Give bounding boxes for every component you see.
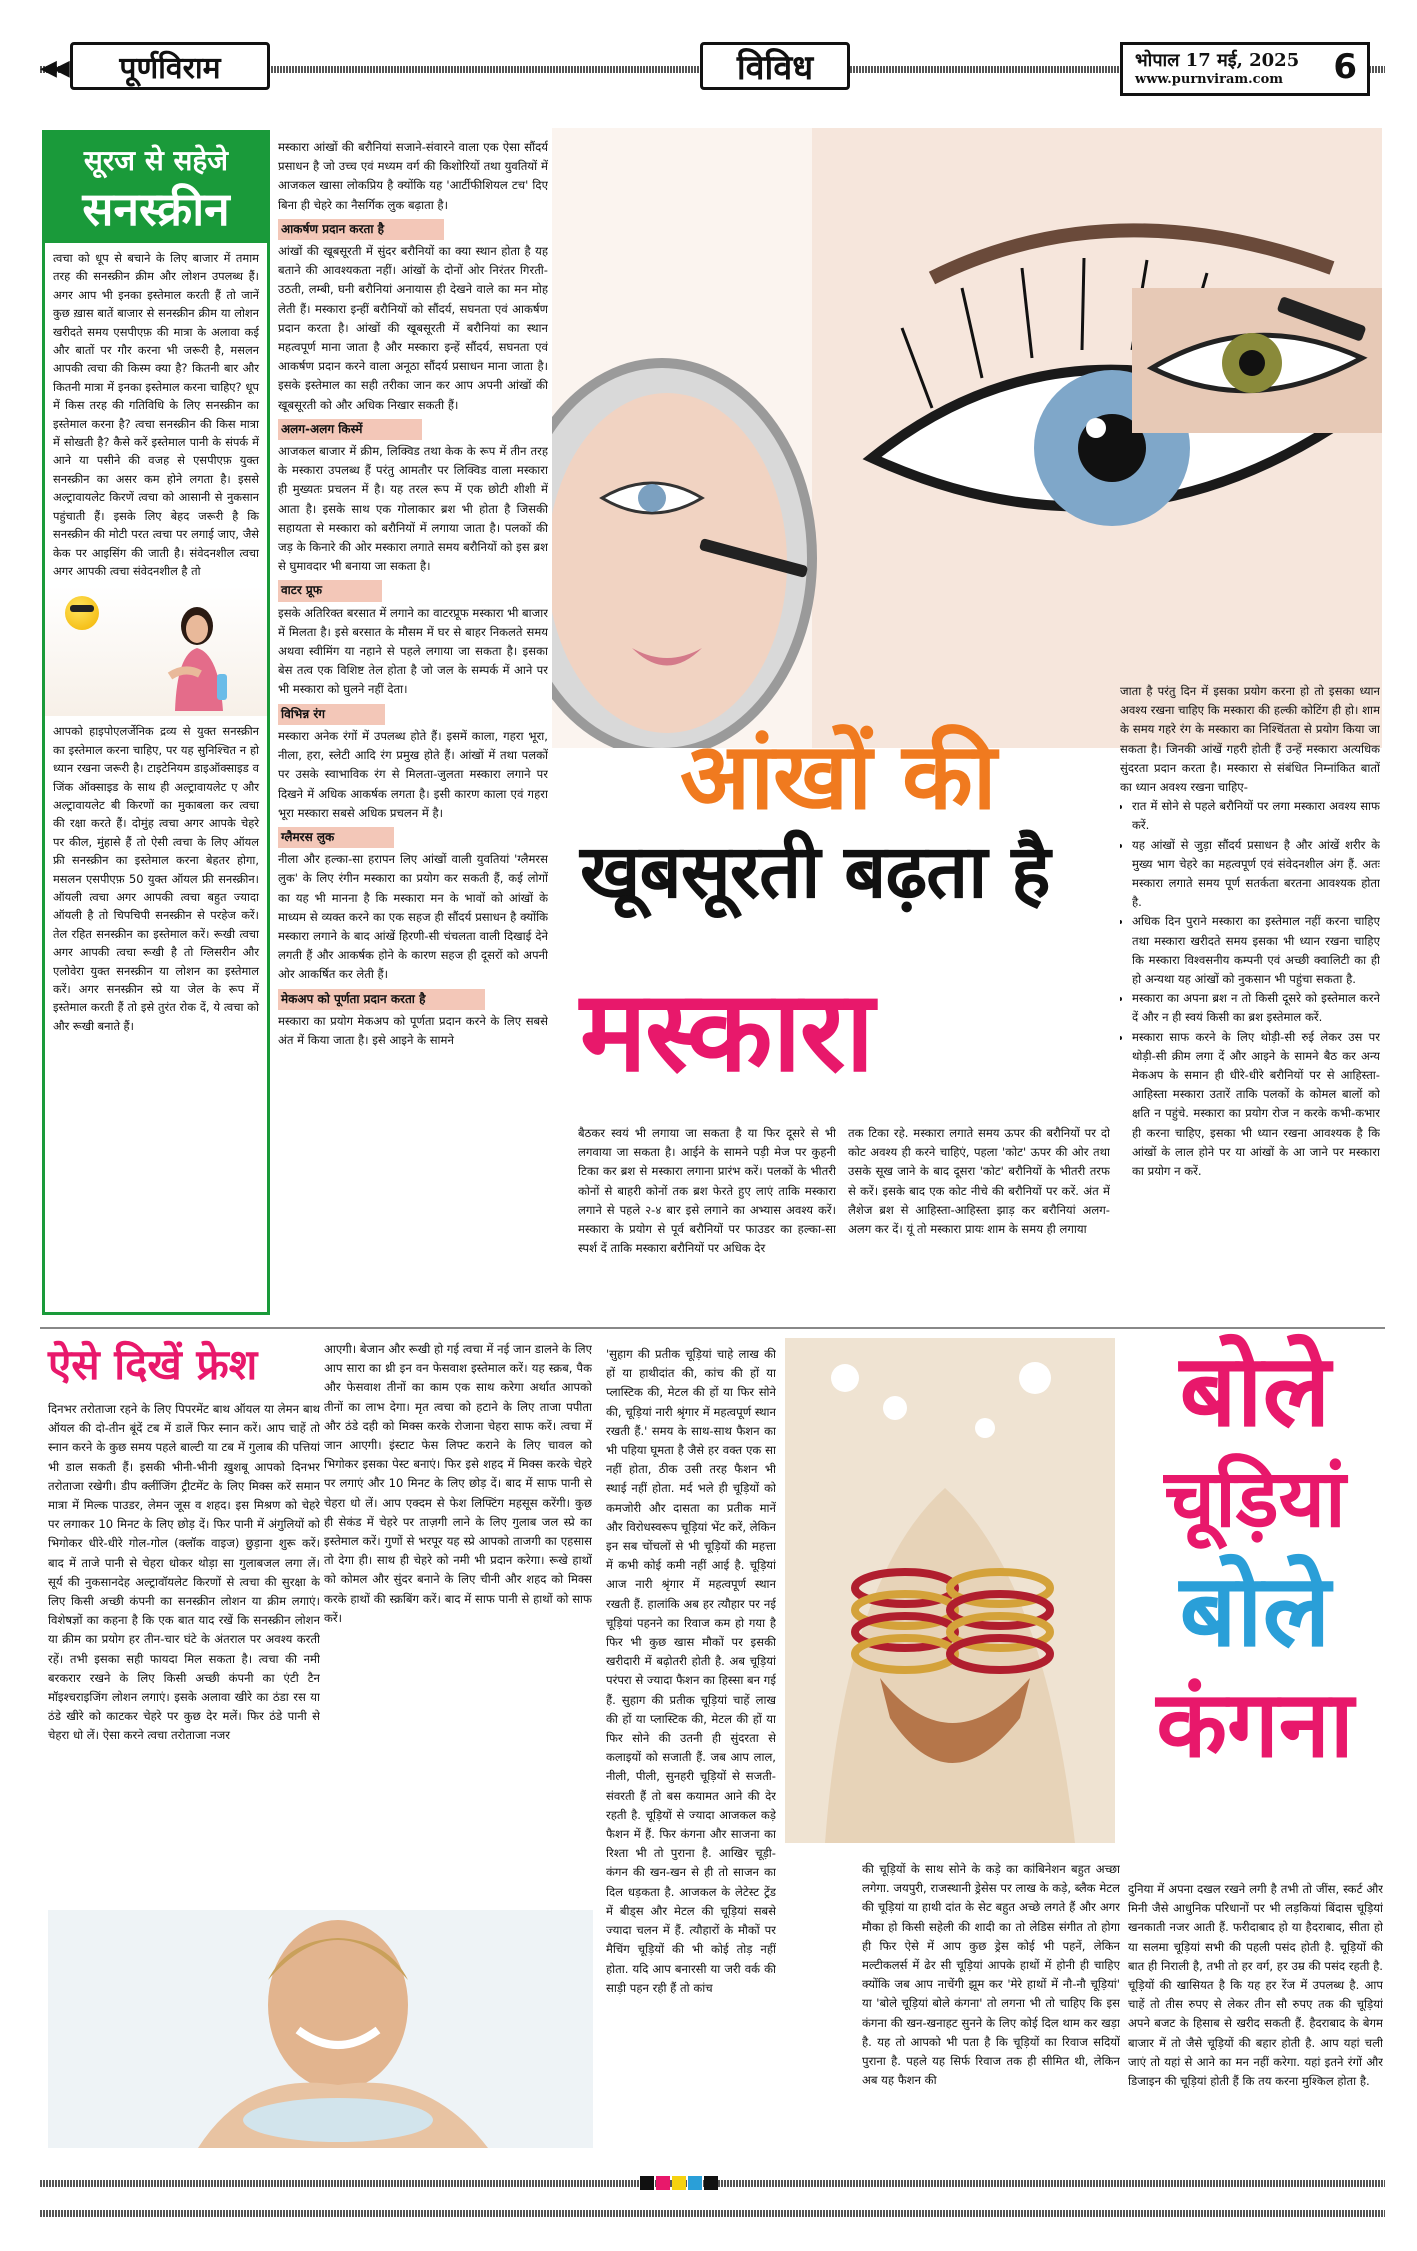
mascara-column-right (1120, 682, 1380, 1322)
bangles-column-1: 'सुहाग की प्रतीक चूड़ियां चाहे लाख की हों या हाथीदांत की, कांच की हों या प्लास्टिक की, मेटल की हों या फिर सोने की, चूड़ियां नारी श्रृंगार में महत्वपूर्ण स्थान रखती हैं.' समय के साथ-साथ फैशन का भी पहिया घूमता है जैसे हर वक्त एक सा नहीं होता, ठीक उसी तरह फैशन भी स्थाई नहीं होता. मर्द भले ही चूड़ियों को कमजोरी और दासता का प्रतीक मानें और विरोधस्वरूप चूड़ियां भेंट करें, लेकिन इन सब चोंचलों से भी चूड़ियों की महत्ता में कभी कोई कमी नहीं आई है. चूड़ियां आज नारी श्रृंगार में महत्वपूर्ण स्थान रखती हैं. हालांकि अब हर त्यौहार पर नई चूड़ियां पहनने का रिवाज कम हो गया है फिर भी कुछ खास मौकों पर इसकी खरीदारी में बढ़ोतरी होती है. अब चूड़ियां परंपरा से ज्यादा फैशन का हिस्सा बन गई हैं. सुहाग की प्रतीक चूड़ियां चाहें लाख की हों या प्लास्टिक की, मेटल की हों या फिर सोने की उतनी ही सुंदरता से कलाइयों को सजाती हैं. जब आप लाल, नीली, पीली, सुनहरी चूड़ियों से सजती-संवरती हैं तो बस कयामत आने की देर रहती है. चूड़ियों से ज्यादा आजकल कड़े फैशन में हैं. फिर कंगना और साजना का रिश्ता भी तो पुराना है. आखिर चूड़ी-कंगन की खन-खन से ही तो साजन का दिल धड़कता है. आजकल के लेटेस्ट ट्रेंड में बीड्स और मेटल की चूड़ियां सबसे ज्यादा चलन में हैं. त्यौहारों के मौकों पर मैचिंग चूड़ियों की भी कोई तोड़ नहीं होता. यदि आप बनारसी या जरी वर्क की साड़ी पहन रही हैं तो कांच (606, 1347, 776, 1995)
sunscreen-body-1: त्वचा को धूप से बचाने के लिए बाजार में तमाम तरह की सनस्क्रीन क्रीम और लोशन उपलब्ध हैं। अगर आप भी इनका इस्तेमाल करती हैं तो जानें कुछ ख़ास बातें बाजार से सनस्क्रीन क्रीम या लोशन खरीदते समय एसपीएफ़ की मात्रा के अलावा कई और बातों पर गौर करना भी जरूरी है, मसलन आपकी त्वचा की किस्म क्या है? कितनी बार और कितनी मात्रा में इनका इस्तेमाल करना चाहिए? धूप में किस तरह की गतिविधि के लिए सनस्क्रीन का इस्तेमाल करना है? त्वचा सनस्क्रीन की किस मात्रा में सोखती है? कैसे करें इस्तेमाल पानी के संपर्क में आने या पसीने की वजह से एसपीएफ़ युक्त सनस्क्रीन का असर कम होने लगता है। इससे अल्ट्रावायलेट किरणें त्वचा को आसानी से नुकसान पहुंचाती हैं। इसके लिए बेहद जरूरी है कि सनस्क्रीन की मोटी परत त्वचा पर लगाई जाए, जैसे केक पर आइसिंग की जाती है। संवेदनशील त्वचा अगर आपकी त्वचा संवेदनशील है तो (53, 251, 259, 578)
brand-logo: पूर्णविराम (70, 42, 270, 90)
mascara-column-bottom-1: बैठकर स्वयं भी लगाया जा सकता है या फिर दूसरे से भी लगवाया जा सकता है। आईने के सामने पड़ी मेज पर कुहनी टिका कर ब्रश से मस्कारा लगाना प्रारंभ करें। पलकों के भीतरी कोनों से बाहरी कोनों तक ब्रश फेरते हुए लाएं ताकि मस्कारा लगाने से पहले २-४ बार इसे लगाने का अभ्यास अवश्य करें। मस्कारा के प्रयोग से पूर्व बरौनियों पर फाउडर का हल्का-सा स्पर्श दें ताकि मस्कारा बरौनियों पर अधिक देर (578, 1126, 836, 1256)
mascara-para-2: आजकल बाजार में क्रीम, लिक्विड तथा केक के रूप में तीन तरह के मस्कारा उपलब्ध हैं परंतु आमतौर पर लिक्विड वाला मस्कारा ही मुख्यतः प्रचलन में है। यह तरल रूप में एक छोटी शीशी में आता है। इसके साथ एक गोलाकार ब्रश भी होता है जिसकी सहायता से मस्कारा को बरौनियों में लगाया जाता है। पलकों की जड़ के किनारे की ओर मस्कारा लगाते समय बरौनियों को इस ब्रश से घुमावदार भी बनाया जा सकता है। (278, 444, 548, 574)
mascara-para-6: मस्कारा का प्रयोग मेकअप को पूर्णता प्रदान करने के लिए सबसे अंत में किया जाता है। इसे आइने के सामने (278, 1013, 548, 1047)
mascara-headline-2: खूबसूरती बढ़ता है (580, 829, 1050, 915)
fresh-column-2: आएगी। बेजान और रूखी हो गई त्वचा में नई जान डालने के लिए आप सारा का थ्री इन वन फेसवाश इस्तेमाल करें। यह स्क्रब, पैक और फेसवाश तीनों का काम एक साथ करेगा अर्थात आपको तीनों का लाभ देगा। मृत त्वचा को हटाने के लिए ताजा पपीता और ठंडे दही को मिक्स करके रोजाना चेहरा साफ करें। त्वचा में जान आएगी। इंस्टाट फेस लिफ्ट कराने के लिए चावल को भिगोकर इसका पेस्ट बनाएं। फिर इसे शहद में मिक्स करके चेहरे पर लगाएं और 10 मिनट के लिए छोड़ दें। बाद में साफ पानी से चेहरा धो लें। आप एक्दम से फेश लिफ्टिंग महसूस करेंगी। कुछ ही सेकंड में चेहरे पर ताज़गी लाने के लिए गुलाब जल स्प्रे का इस्तेमाल करें। गुणों से भरपूर यह स्प्रे आपको ताजगी का एहसास तो देगा ही। साथ ही चेहरे को नमी भी प्रदान करेगा। रूखे हाथों को कोमल और सुंदर बनाने के लिए चीनी और शहद को मिक्स करके हाथों की स्क्रबिंग करें। बाद में साफ पानी से हाथों को साफ करें। (324, 1342, 592, 1625)
mirror-face-image (552, 348, 832, 748)
color-registration-mark (656, 2176, 670, 2190)
date-text: भोपाल 17 मई, 2025 (1135, 50, 1300, 72)
bangles-headline-3: बोले (1179, 1551, 1331, 1669)
mascara-column-bottom-2: तक टिका रहे. मस्कारा लगाते समय ऊपर की बरौनियों पर दो कोट अवश्य ही करने चाहिएं, पहला 'कोट' ऊपर की ओर तथा उसके सूख जाने के बाद दूसरा 'कोट' बरौनियों के भीतरी तरफ से करें। इसके बाद एक कोट नीचे की बरौनियों पर करें. अंत में लैशेज ब्रश से आहिस्ता-आहिस्ता झाड़ कर बरौनियां अलग-अलग कर दें। यूं तो मस्कारा प्रायः शाम के समय ही लगाया (848, 1126, 1110, 1237)
mascara-para-4: मस्कारा अनेक रंगों में उपलब्ध होते हैं। इसमें काला, गहरा भूरा, नीला, हरा, स्लेटी आदि रंग प्रमुख होते हैं। आंखों में तथा पलकों पर उसके स्वाभाविक रंग से मिलता-जुलता मस्कारा लगाने पर दिखने में अधिक आकर्षक लगता है। इसी कारण काला एवं गहरा भूरा मस्कारा सबसे अधिक प्रचलन में है। (278, 728, 548, 820)
mascara-headline-1: आंखों की (680, 722, 996, 830)
mascara-para-3: इसके अतिरिक्त बरसात में लगाने का वाटरप्रूफ मस्कारा भी बाजार में मिलता है। इसे बरसात के मौसम में घर से बाहर निकलते समय अथवा स्वीमिंग या नहाने से पहले लगाया जा सकता है। इसका बेस तत्व एक विशिष्ट तेल होता है जो जल के सम्पर्क में आने पर भी मस्कारा को घुलने नहीं देता। (278, 605, 548, 697)
masthead (40, 42, 1385, 98)
mascara-tip: • यह आंखों से जुड़ा सौंदर्य प्रसाधन है और आंखें शरीर के मुख्य भाग चेहरे का महत्वपूर्ण एवं संवेदनशील अंग हैं. अतः मस्कारा लगाते समय पूर्ण सतर्कता बरतना आवश्यक होता है. (1132, 836, 1380, 913)
brand-arrows-icon: ◀◀ (40, 56, 66, 81)
sunscreen-sidebar (42, 130, 270, 1315)
mascara-subhead-3: वाटर प्रूफ (278, 580, 382, 601)
mascara-subhead-6: मेकअप को पूर्णता प्रदान करता है (278, 989, 485, 1010)
color-registration-mark (672, 2176, 686, 2190)
mascara-para-5: नीला और हल्का-सा हरापन लिए आंखों वाली युवतियां 'ग्लैमरस लुक' के लिए रंगीन मस्कारा का प्रयोग कर सकती हैं, कई लोगों का यह भी मानना है कि मस्कारा मन के भावों को आंखों के माध्यम से व्यक्त करने का एक सहज ही सौंदर्य प्रसाधन है क्योंकि मस्कारा लगाने के बाद आंखें हिरणी-सी चंचलता वाली दिखाई देने लगती हैं और आकर्षक होने के कारण सहज ही दूसरों को अपनी ओर आकर्षित कर लेती हैं। (278, 852, 548, 982)
mascara-right-intro: जाता है परंतु दिन में इसका प्रयोग करना हो तो इसका ध्यान अवश्य रखना चाहिए कि मस्कारा की हल्की कोटिंग ही हो। शाम के समय गहरे रंग के मस्कारा का निश्चिंतता से प्रयोग किया जा सकता है। जिनकी आंखें गहरी होती हैं उन्हें मस्कारा अत्यधिक सुंदरता प्रदान करता है। मस्कारा से संबंधित निम्नांकित बातों का ध्यान अवश्य रखना चाहिए- (1120, 684, 1380, 795)
sunscreen-title-line1: सूरज से सहेजे (83, 144, 229, 177)
mascara-tips-list (1120, 797, 1380, 1181)
mascara-subhead-5: ग्लैमरस लुक (278, 827, 394, 848)
mascara-intro: मस्कारा आंखों की बरौनियां सजाने-संवारने वाला एक ऐसा सौंदर्य प्रसाधन है जो उच्च एवं मध्यम वर्ग की किशोरियों तथा युवतियों में आजकल खासा लोकप्रिय है क्योंकि यह 'आर्टीफीशियल टच' दिए बिना ही चेहरे का नैसर्गिक लुक बढ़ाता है। (278, 140, 548, 212)
color-registration-mark (704, 2176, 718, 2190)
mascara-subhead-2: अलग-अलग किस्में (278, 419, 422, 440)
mascara-tip: • रात में सोने से पहले बरौनियों पर लगा मस्कारा अवश्य साफ करें. (1132, 797, 1380, 835)
section-title: विविध (700, 42, 850, 90)
color-registration-mark (688, 2176, 702, 2190)
eye-closeup-image (812, 128, 1382, 748)
mascara-brush-eye-image (1132, 288, 1382, 433)
color-registration-mark (640, 2176, 654, 2190)
mascara-headline-3: मस्कारा (580, 966, 873, 1097)
mascara-subhead-1: आकर्षण प्रदान करता है (278, 219, 444, 240)
sunscreen-heading (45, 133, 267, 243)
sunscreen-title-line2: सनस्क्रीन (82, 182, 230, 236)
mascara-hero-image (552, 128, 1382, 748)
sunglasses-smiley-icon (65, 596, 99, 630)
bangles-headline-2: चूड़ियां (1164, 1451, 1346, 1545)
site-url: www.purnviram.com (1135, 72, 1284, 87)
footer-rule-2 (40, 2210, 1385, 2217)
bangles-column-3: दुनिया में अपना दखल रखने लगी है तभी तो जींस, स्कर्ट और मिनी जैसे आधुनिक परिधानों पर भी लड़कियां बिंदास चूड़ियां खनकाती नजर आती हैं. फरीदाबाद हो या हैदराबाद, सीता हो या सलमा चूड़ियां सभी की पहली पसंद होती है. चूड़ियों की बात ही निराली है, तभी तो हर वर्ग, हर उम्र की पसंद रहती है. चूड़ियों की खासियत है कि यह हर रेंज में उपलब्ध है. आप चाहें तो तीस रुपए से लेकर तीन सौ रुपए तक की चूड़ियां अपने बजट के हिसाब से खरीद सकती हैं. हैदराबाद के बेगम बाजार में तो जैसे चूड़ियों की बहार होती है. आप यहां चली जाएं तो यहां से आने का मन नहीं करेगा. यहां इतने रंगों और डिजाइन की चूड़ियां होती हैं कि तय करना मुश्किल होता है. (1128, 1882, 1383, 2089)
mascara-column-left (278, 138, 548, 1323)
section-divider (40, 1327, 1385, 1329)
bride-bangles-image (785, 1338, 1115, 1843)
mascara-para-1: आंखों की खूबसूरती में सुंदर बरौनियों का क्या स्थान होता है यह बताने की आवश्यकता नहीं। आंखों के दोनों ओर निरंतर गिरती-उठती, लम्बी, घनी बरौनियां अनायास ही देखने वाले का मन मोह लेती हैं। मस्कारा इन्हीं बरौनियों को सौंदर्य, सघनता एवं आकर्षण प्रदान करता है। आंखों की खूबसूरती में बरौनियां का स्थान महत्वपूर्ण माना जाता है और मस्कारा इन्हें सौंदर्य, सघनता एवं आकर्षण प्रदान करने वाला अनूठा सौंदर्य प्रसाधन माना जाता है। इसके इस्तेमाल का सही तरीका जान कर आप अपनी आंखों की खूबसूरती को और अधिक निखार सकती हैं। (278, 244, 548, 412)
mascara-tip: • मस्कारा साफ करने के लिए थोड़ी-सी रुई लेकर उस पर थोड़ी-सी क्रीम लगा दें और आइने के सामने बैठ कर अन्य मेकअप के समान ही धीरे-धीरे बरौनियों पर से आहिस्ता-आहिस्ता मस्कारा उतारें ताकि पलकों के कोमल बालों को क्षति न पहुंचे. मस्कारा का प्रयोग रोज न करके कभी-कभार ही करना चाहिए, इसका भी ध्यान रखना आवश्यक है कि आंखों के लाल होने पर या आंखों के आ जाने पर मस्कारा का प्रयोग न करें. (1132, 1028, 1380, 1182)
mascara-tip: • अधिक दिन पुराने मस्कारा का इस्तेमाल नहीं करना चाहिए तथा मस्कारा खरीदते समय इसका भी ध्यान रखना चाहिए कि मस्कारा विश्वसनीय कम्पनी एवं अच्छी क्वालिटी का ही हो अन्यथा यह आंखों को नुकसान भी पहुंचा सकता है. (1132, 912, 1380, 989)
bangles-headline (1125, 1331, 1385, 1778)
woman-washing-face-image (48, 1910, 593, 2148)
sunscreen-body-2: आपको हाइपोएलर्जेनिक द्रव्य से युक्त सनस्क्रीन का इस्तेमाल करना चाहिए, पर यह सुनिश्चित न हो ध्यान रखना जरूरी है। टाइटेनियम डाइऑक्साइड व जिंक ऑक्साइड के साथ ही अल्ट्रावायलेट ए और अल्ट्रावायलेट बी किरणों का मुकाबला कर त्वचा की रक्षा करते हैं। दोमुंह त्वचा अगर आपके चेहरे पर कील, मुंहासे हैं तो ऐसी त्वचा के लिए ऑयल फ्री सनस्क्रीन का इस्तेमाल करना बेहतर होगा, मसलन एसपीएफ़ 50 युक्त ऑयल फ्री सनस्क्रीन। ऑयली त्वचा अगर आपकी त्वचा बहुत ज्यादा ऑयली है तो चिपचिपी सनस्क्रीन से परहेज करें। तेल रहित सनस्क्रीन का इस्तेमाल करें। रूखी त्वचा अगर आपकी त्वचा रूखी है तो ग्लिसरीन और एलोवेरा युक्त सनस्क्रीन या लोशन का इस्तेमाल करें। अगर सनस्क्रीन स्प्रे या जेल के रूप में इस्तेमाल करती हैं तो इसे तुरंत रोक दें, ये त्वचा को और रूखी बनाते हैं। (53, 724, 259, 1033)
mascara-subhead-4: विभिन्न रंग (278, 704, 385, 725)
woman-with-sunscreen-image (145, 596, 245, 711)
bangles-headline-1: बोले (1179, 1331, 1331, 1449)
fresh-headline: ऐसे दिखें फ्रेश (48, 1340, 258, 1389)
sunscreen-graphic (45, 586, 267, 716)
mascara-tip: • मस्कारा का अपना ब्रश न तो किसी दूसरे को इस्तेमाल करने दें और न ही स्वयं किसी का ब्रश इस्तेमाल करें. (1132, 989, 1380, 1027)
bangles-column-2: की चूड़ियों के साथ सोने के कड़े का कांबिनेशन बहुत अच्छा लगेगा. जयपुरी, राजस्थानी ड्रेसेस पर लाख के कड़े, ब्लैक मेटल की चूड़ियां या हाथी दांत के सेट बहुत अच्छे लगते हैं और अगर मौका हो किसी सहेली की शादी का तो लेडिस संगीत तो होगा ही फिर ऐसे में आप कुछ ड्रेस कोई भी पहनें, लेकिन मल्टीकलर्स में ढेर सी चूड़ियां आपके हाथों में होनी ही चाहिए क्योंकि जब आप नाचेंगी झूम कर 'मेरे हाथों में नौ-नौ चूड़ियां' या 'बोले चूड़ियां बोले कंगना' तो लगना भी तो चाहिए कि इस कंगना की खन-खनाहट सुनने के लिए कोई दिल थाम कर खड़ा है. यह तो आपको भी पता है कि चूड़ियों का रिवाज सदियों पुराना है. पहले यह सिर्फ रिवाज तक ही सीमित थी, लेकिन अब यह फैशन की (862, 1862, 1120, 2088)
bangles-headline-4: कंगना (1156, 1670, 1354, 1778)
page-number: 6 (1333, 47, 1357, 87)
fresh-column-1: दिनभर तरोताजा रहने के लिए पिपरमेंट बाथ ऑयल या लेमन बाथ ऑयल की दो-तीन बूंदें टब में डालें फिर स्नान करें। आप चाहें तो स्नान करने के कुछ समय पहले बाल्टी या टब में गुलाब की पत्तियां भी डाल सकती हैं। इसकी भीनी-भीनी ख़ुशबू आपको दिनभर तरोताजा रखेगी। डीप क्लींजिंग ट्रीटमेंट के लिए मिक्स करें समान मात्रा में मिल्क पाउडर, लेमन जूस व शहद। इस मिश्रण को चेहरे पर लगाकर 10 मिनट के लिए छोड़ दें। फिर पानी में अंगुलियों को भिगोकर धीरे-धीरे गोल-गोल (क्लॉक वाइज) छुड़ाना शुरू करें। बाद में ताजे पानी से चेहरा धोकर थोड़ा सा गुलाबजल लगा लें। सूर्य की नुकसानदेह अल्ट्रावॉयलेट किरणों से त्वचा की सुरक्षा के लिए किसी अच्छी कंपनी का सनस्क्रीन लोशन या क्रीम लगाएं। विशेषज्ञों का कहना है कि एक बात याद रखें कि सनस्क्रीन लोशन या क्रीम का प्रयोग हर तीन-चार घंटे के अंतराल पर अवश्य करती रहें। तभी इसका सही फायदा मिल सकता है। त्वचा की नमी बरकरार रखने के लिए किसी अच्छी कंपनी का एंटी टैन मॉइश्चराइजिंग लोशन लगाएं। इसके अलावा खीरे का ठंडा रस या ठंडे खीरे को काटकर चेहरे पर कुछ देर मलें। फिर ठंडे पानी से चेहरा धो लें। ऐसा करने त्वचा तरोताजा नजर (48, 1402, 320, 1743)
dateline (1120, 42, 1370, 96)
